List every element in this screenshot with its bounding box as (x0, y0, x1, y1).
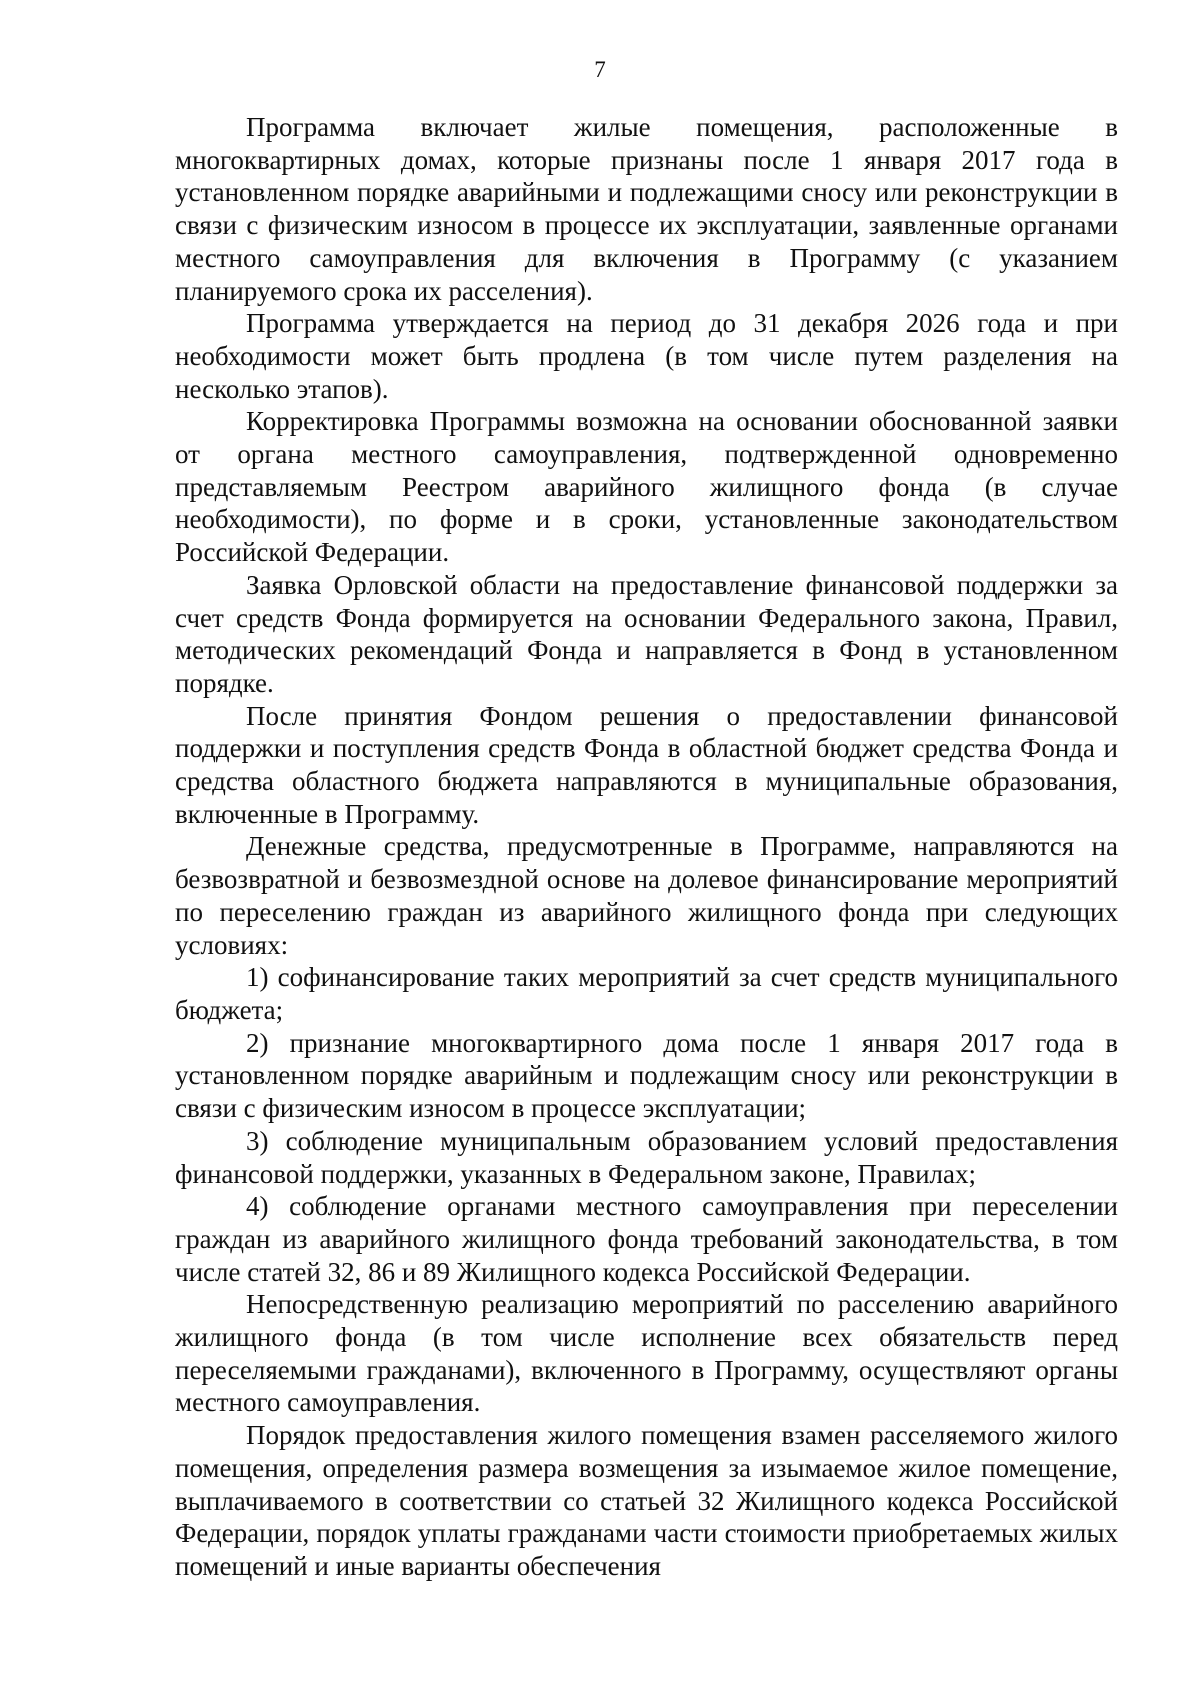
paragraph-program-period: Программа утверждается на период до 31 декабря 2026 года и при необходимости может быть продлена (в том числе путем разделения на несколько этапов). (175, 308, 1118, 404)
list-item-condition-4: 4) соблюдение органами местного самоуправления при переселении граждан из аварийного жилищного фонда требований законодательства, в том числе статей 32, 86 и 89 Жилищного кодекса Российской Федерации. (175, 1191, 1118, 1287)
list-item-condition-3: 3) соблюдение муниципальным образованием условий предоставления финансовой поддержки, указанных в Федеральном законе, Правилах; (175, 1125, 1118, 1189)
paragraph-program-correction: Корректировка Программы возможна на основании обоснованной заявки от органа местного самоуправления, подтвержденной одновременно представляемым Реестром аварийного жилищного фонда (в случае необходимости), по форме и в сроки, установленные законодательством Российской Федерации. (175, 406, 1118, 568)
paragraph-region-application: Заявка Орловской области на предоставление финансовой поддержки за счет средств Фонда формируется на основании Федерального закона, Правил, методических рекомендаций Фонда и направляется в Фонд в установленном порядке. (175, 569, 1118, 698)
paragraph-implementation: Непосредственную реализацию мероприятий по расселению аварийного жилищного фонда (в том числе исполнение всех обязательств перед переселяемыми гражданами), включенного в Программу, осуществляют органы местного самоуправления. (175, 1289, 1118, 1418)
list-item-condition-1: 1) софинансирование таких мероприятий за счет средств муниципального бюджета; (175, 962, 1118, 1025)
document-body (175, 111, 1118, 1583)
list-item-condition-2: 2) признание многоквартирного дома после 1 января 2017 года в установленном порядке аварийным и подлежащим сносу или реконструкции в связи с физическим износом в процессе эксплуатации; (175, 1027, 1118, 1124)
page-number: 7 (594, 57, 606, 82)
paragraph-housing-procedure: Порядок предоставления жилого помещения взамен расселяемого жилого помещения, определения размера возмещения за изымаемое жилое помещение, выплачиваемого в соответствии со статьей 32 Жилищного кодекса Российской Федерации, порядок уплаты гражданами части стоимости приобретаемых жилых помещений и иные варианты обеспечения (175, 1420, 1118, 1581)
paragraph-program-scope: Программа включает жилые помещения, расположенные в многоквартирных домах, которые признаны после 1 января 2017 года в установленном порядке аварийными и подлежащими сносу или реконструкции в связи с физическим износом в процессе их эксплуатации, заявленные органами местного самоуправления для включения в Программу (с указанием планируемого срока их расселения). (175, 112, 1118, 306)
paragraph-funding-conditions: Денежные средства, предусмотренные в Программе, направляются на безвозвратной и безвозмездной основе на долевое финансирование мероприятий по переселению граждан из аварийного жилищного фонда при следующих условиях: (175, 831, 1118, 960)
paragraph-fund-transfer: После принятия Фондом решения о предоставлении финансовой поддержки и поступления средств Фонда в областной бюджет средства Фонда и средства областного бюджета направляются в муниципальные образования, включенные в Программу. (175, 700, 1118, 829)
